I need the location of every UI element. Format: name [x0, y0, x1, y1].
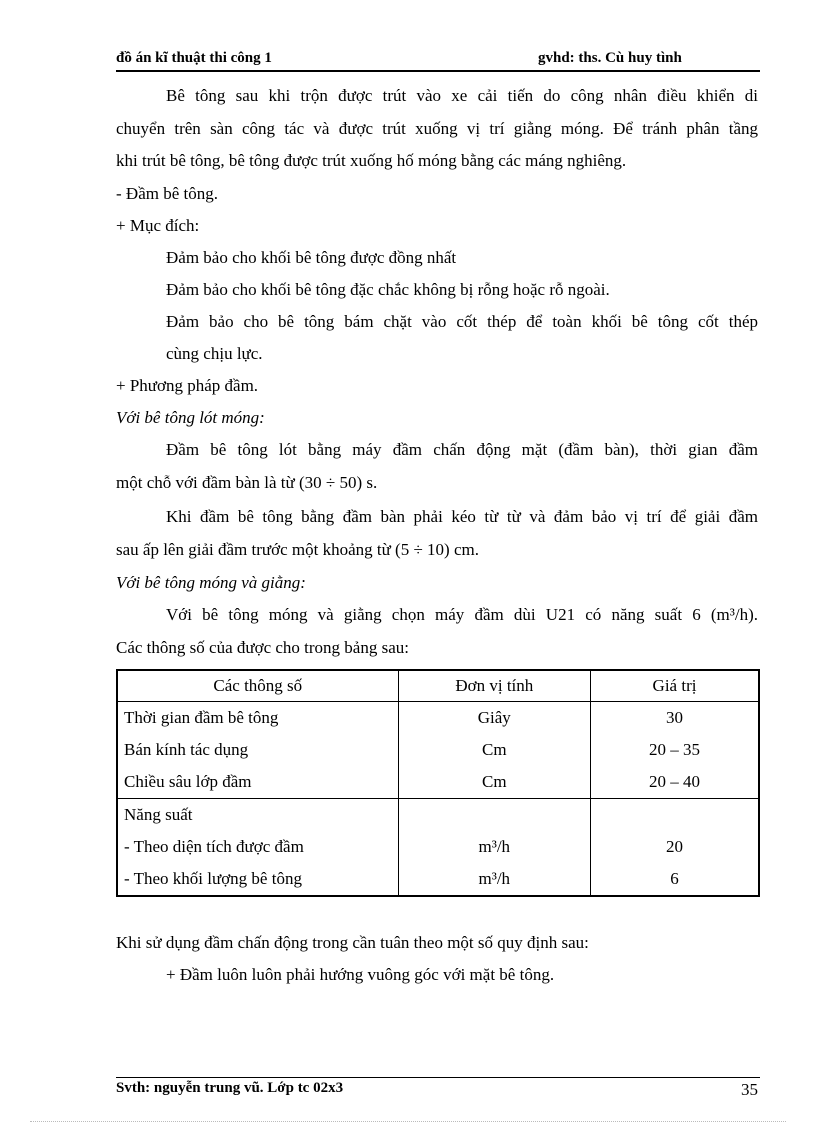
list-item: Đảm bảo cho khối bê tông đặc chắc không bị rỗng hoặc rỗ ngoài.: [166, 280, 610, 299]
table-cell: [398, 799, 590, 832]
table-row: [117, 702, 759, 735]
paragraph-line: chuyển trên sàn công tác và được trút xuống vị trí giằng móng. Để tránh phân tầng: [116, 119, 758, 138]
table-cell: Chiều sâu lớp đầm: [117, 766, 398, 799]
section-heading: - Đầm bê tông.: [116, 184, 218, 203]
paragraph-line: Khi sử dụng đầm chấn động trong cần tuân theo một số quy định sau:: [116, 933, 589, 952]
paragraph-line: Khi đầm bê tông bằng đầm bàn phải kéo từ từ và đảm bảo vị trí để giải đầm: [166, 507, 758, 526]
paragraph-line: Bê tông sau khi trộn được trút vào xe cải tiến do công nhân điều khiển di: [166, 86, 758, 105]
paragraph-line: Các thông số của được cho trong bảng sau:: [116, 638, 409, 657]
table-cell: - Theo khối lượng bê tông: [117, 863, 398, 896]
header-instructor: gvhd: ths. Cù huy tình: [538, 50, 682, 66]
paragraph-line: khi trút bê tông, bê tông được trút xuống hố móng bằng các máng nghiêng.: [116, 151, 627, 170]
table-header-row: [117, 670, 759, 702]
subsection-heading: + Phương pháp đầm.: [116, 376, 259, 395]
list-item: Đảm bảo cho khối bê tông được đồng nhất: [166, 248, 457, 267]
table-cell: Cm: [398, 734, 590, 766]
table-header: Các thông số: [117, 670, 398, 702]
paragraph-line: Với bê tông móng và giằng chọn máy đầm dùi U21 có năng suất 6 (m³/h).: [166, 605, 758, 624]
paragraph-line: Đầm bê tông lót bằng máy đầm chấn động mặt (đầm bàn), thời gian đầm: [166, 440, 758, 459]
italic-heading: Với bê tông lót móng:: [116, 408, 265, 427]
page-edge-divider: [30, 1121, 786, 1122]
table-cell: 30: [591, 702, 760, 735]
table-cell: 20 – 40: [591, 766, 760, 799]
header-title: đồ án kĩ thuật thi công 1: [116, 50, 272, 66]
list-item: Đảm bảo cho bê tông bám chặt vào cốt thép để toàn khối bê tông cốt thép: [166, 312, 758, 331]
italic-heading: Với bê tông móng và giằng:: [116, 573, 306, 592]
table-cell: Cm: [398, 766, 590, 799]
table-cell: [591, 799, 760, 832]
table-header: Giá trị: [591, 670, 760, 702]
list-item: cùng chịu lực.: [166, 344, 263, 363]
table-cell: m³/h: [398, 863, 590, 896]
footer-student: Svth: nguyễn trung vũ. Lớp tc 02x3: [116, 1080, 344, 1096]
subsection-heading: + Mục đích:: [116, 216, 200, 235]
table-cell: Bán kính tác dụng: [117, 734, 398, 766]
table-cell: m³/h: [398, 831, 590, 863]
table-row: [117, 863, 759, 896]
table-cell: 6: [591, 863, 760, 896]
table-row: [117, 766, 759, 799]
table-cell: Năng suất: [117, 799, 398, 832]
list-item: + Đầm luôn luôn phải hướng vuông góc với mặt bê tông.: [166, 965, 555, 984]
paragraph-line: một chỗ với đầm bàn là từ (30 ÷ 50) s.: [116, 473, 378, 492]
table-row: [117, 799, 759, 832]
page-header: [116, 48, 760, 72]
table-header: Đơn vị tính: [398, 670, 590, 702]
page-footer: [116, 1077, 760, 1099]
table-cell: 20: [591, 831, 760, 863]
page-number: 35: [741, 1080, 758, 1099]
table-row: [117, 734, 759, 766]
table-cell: 20 – 35: [591, 734, 760, 766]
table-cell: - Theo diện tích được đầm: [117, 831, 398, 863]
table-cell: Thời gian đầm bê tông: [117, 702, 398, 735]
table-row: [117, 831, 759, 863]
parameters-table: [116, 669, 760, 897]
table-cell: Giây: [398, 702, 590, 735]
paragraph-line: sau ấp lên giải đầm trước một khoảng từ (5 ÷ 10) cm.: [116, 540, 479, 559]
